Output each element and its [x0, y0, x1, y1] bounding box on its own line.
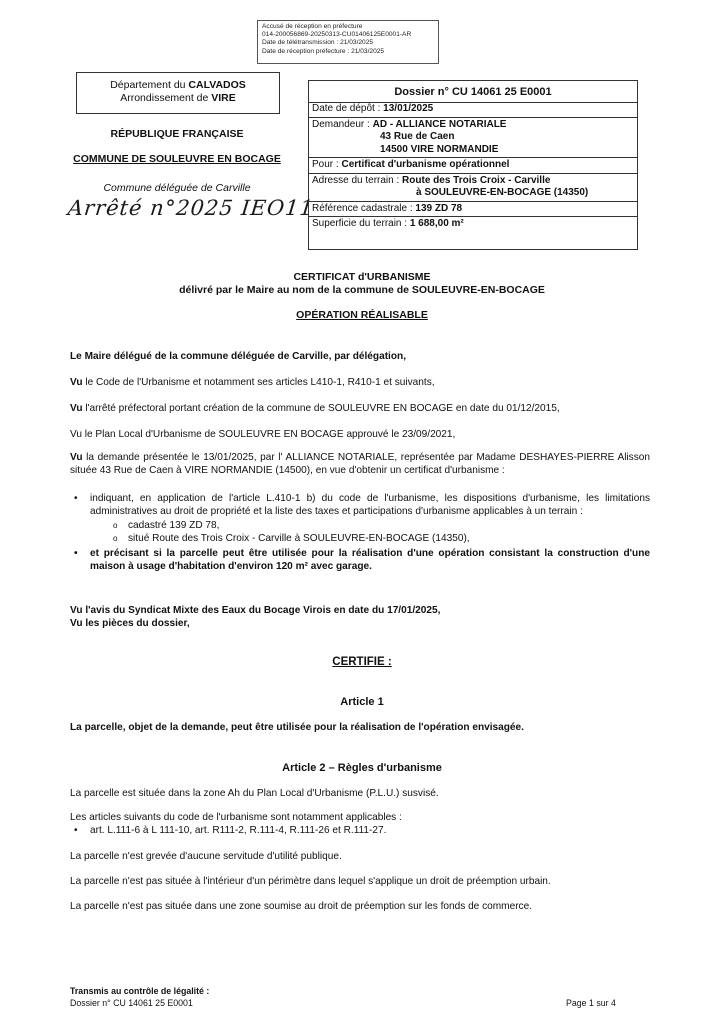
request-list [70, 493, 650, 574]
department-line [77, 79, 279, 92]
dossier-number: Dossier n° CU 14061 25 E0001 [309, 85, 637, 103]
stamp-line: Date de réception préfecture : 21/03/2025 [262, 47, 385, 55]
article2-zone: La parcelle est située dans la zone Ah du Plan Local d'Urbanisme (P.L.U.) susvisé. [70, 788, 439, 799]
address-line2: à SOULEUVRE-EN-BOCAGE (14350) [416, 187, 589, 198]
article1-text: La parcelle, objet de la demande, peut être utilisée pour la réalisation de l'opération envisagée. [70, 722, 524, 733]
vu-keyword: Vu [70, 403, 83, 414]
vu-arrete [70, 403, 650, 416]
vu-demande [70, 452, 650, 477]
articles-intro: Les articles suivants du code de l'urbanisme sont notamment applicables : [70, 812, 402, 823]
department-box [76, 72, 280, 114]
commune-heading: COMMUNE DE SOULEUVRE EN BOCAGE [73, 153, 281, 165]
purpose-field [309, 157, 637, 174]
vu-avis: Vu l'avis du Syndicat Mixte des Eaux du Bocage Virois en date du 17/01/2025, [70, 605, 441, 616]
handwritten-reference: Arrêté n°2025 IEO11 [66, 196, 316, 220]
footer-dossier: Dossier n° CU 14061 25 E0001 [70, 998, 193, 1008]
deposit-date-field [309, 102, 637, 118]
certifie-heading: CERTIFIE : [332, 656, 392, 668]
vu-keyword: Vu [70, 377, 83, 388]
arrondissement-name: VIRE [211, 92, 236, 104]
reception-stamp [257, 20, 439, 64]
deposit-date: 13/01/2025 [383, 103, 434, 114]
vu-pieces: Vu les pièces du dossier, [70, 618, 190, 629]
footer-transmission: Transmis au contrôle de légalité : [70, 986, 210, 996]
article2-servitude: La parcelle n'est grevée d'aucune servitude d'utilité publique. [70, 851, 342, 862]
operation-status: OPÉRATION RÉALISABLE [296, 309, 428, 321]
applicant-street: 43 Rue de Caen [380, 131, 455, 142]
area-value: 1 688,00 m² [409, 218, 464, 229]
department-prefix: Département du [110, 79, 189, 91]
purpose-value: Certificat d'urbanisme opérationnel [341, 159, 510, 170]
certificate-title: CERTIFICAT d'URBANISME [293, 271, 431, 283]
list-item: o cadastré 139 ZD 78, [90, 520, 650, 533]
cadastral-value: 139 ZD 78 [415, 202, 463, 214]
republic-heading: RÉPUBLIQUE FRANÇAISE [110, 128, 244, 140]
purpose-label: Pour : [312, 159, 342, 170]
vu-text: l'arrêté préfectoral portant création de la commune de SOULEUVRE EN BOCAGE en date du 01/12/2015, [82, 403, 560, 414]
certificate-subtitle: délivré par le Maire au nom de la commune de SOULEUVRE-EN-BOCAGE [179, 284, 545, 296]
list-item [70, 493, 650, 545]
applicant-field [309, 117, 637, 159]
page-number: Page 1 sur 4 [566, 998, 616, 1008]
cadastral-field [309, 201, 637, 218]
department-name: CALVADOS [188, 79, 246, 91]
list-item: • et précisant si la parcelle peut être utilisée pour la réalisation d'une opération consistant la construction d'une maison à usage d'habitation d'environ 120 m² avec garage. [70, 548, 650, 573]
applicant-city: 14500 VIRE NORMANDIE [380, 143, 499, 155]
list-item: • art. L.111-6 à L 111-10, art. R111-2, R.111-4, R.111-26 et R.111-27. [70, 825, 650, 838]
stamp-line: Date de télétransmission : 21/03/2025 [262, 39, 374, 47]
address-field [309, 173, 637, 202]
area-field [309, 216, 637, 232]
applicant-label: Demandeur : [312, 118, 373, 130]
address-line1: Route des Trois Croix - Carville [402, 174, 551, 186]
vu-code [70, 377, 650, 390]
cadastral-label: Référence cadastrale : [312, 202, 416, 214]
article1-title: Article 1 [340, 696, 384, 708]
article2-articles [70, 812, 650, 837]
arrondissement-line [77, 92, 279, 105]
mayor-statement: Le Maire délégué de la commune déléguée de Carville, par délégation, [70, 351, 407, 362]
applicant-name: AD - ALLIANCE NOTARIALE [372, 118, 507, 130]
stamp-line: Accusé de réception en préfecture [262, 23, 363, 30]
vu-text: le Code de l'Urbanisme et notamment ses articles L410-1, R410-1 et suivants, [82, 377, 435, 388]
vu-plu: Vu le Plan Local d'Urbanisme de SOULEUVRE EN BOCAGE approuvé le 23/09/2021, [70, 429, 456, 440]
article2-preemption-commerce: La parcelle n'est pas située dans une zone soumise au droit de préemption sur les fonds de commerce. [70, 901, 533, 912]
vu-text: la demande présentée le 13/01/2025, par l' ALLIANCE NOTARIALE, représentée par Madame DESHAYES-PIERRE Alisson située 43 Rue de Caen à VIRE NORMANDIE (14500), en vue d'obtenir un certificat d'urbanisme : [70, 452, 650, 476]
vu-keyword: Vu [70, 452, 83, 463]
arrondissement-prefix: Arrondissement de [120, 92, 212, 104]
list-item: o situé Route des Trois Croix - Carville à SOULEUVRE-EN-BOCAGE (14350), [90, 533, 650, 546]
deposit-label: Date de dépôt : [312, 103, 384, 114]
address-label: Adresse du terrain : [312, 174, 403, 186]
article2-title: Article 2 – Règles d'urbanisme [282, 762, 442, 774]
dossier-box [308, 80, 638, 250]
delegated-commune: Commune déléguée de Carville [103, 182, 251, 194]
bullet-text: indiquant, en application de l'article L.410-1 b) du code de l'urbanisme, les dispositions d'urbanisme, les limitations administratives au droit de propriété et la liste des taxes et participations d'urbanisme applicables à un terrain : [90, 493, 650, 517]
stamp-line: 014-200056869-20250313-CU01406125E0001-AR [262, 31, 412, 39]
area-label: Superficie du terrain : [312, 218, 410, 229]
article2-preemption-urbain: La parcelle n'est pas située à l'intérieur d'un périmètre dans lequel s'applique un droit de préemption urbain. [70, 876, 551, 887]
